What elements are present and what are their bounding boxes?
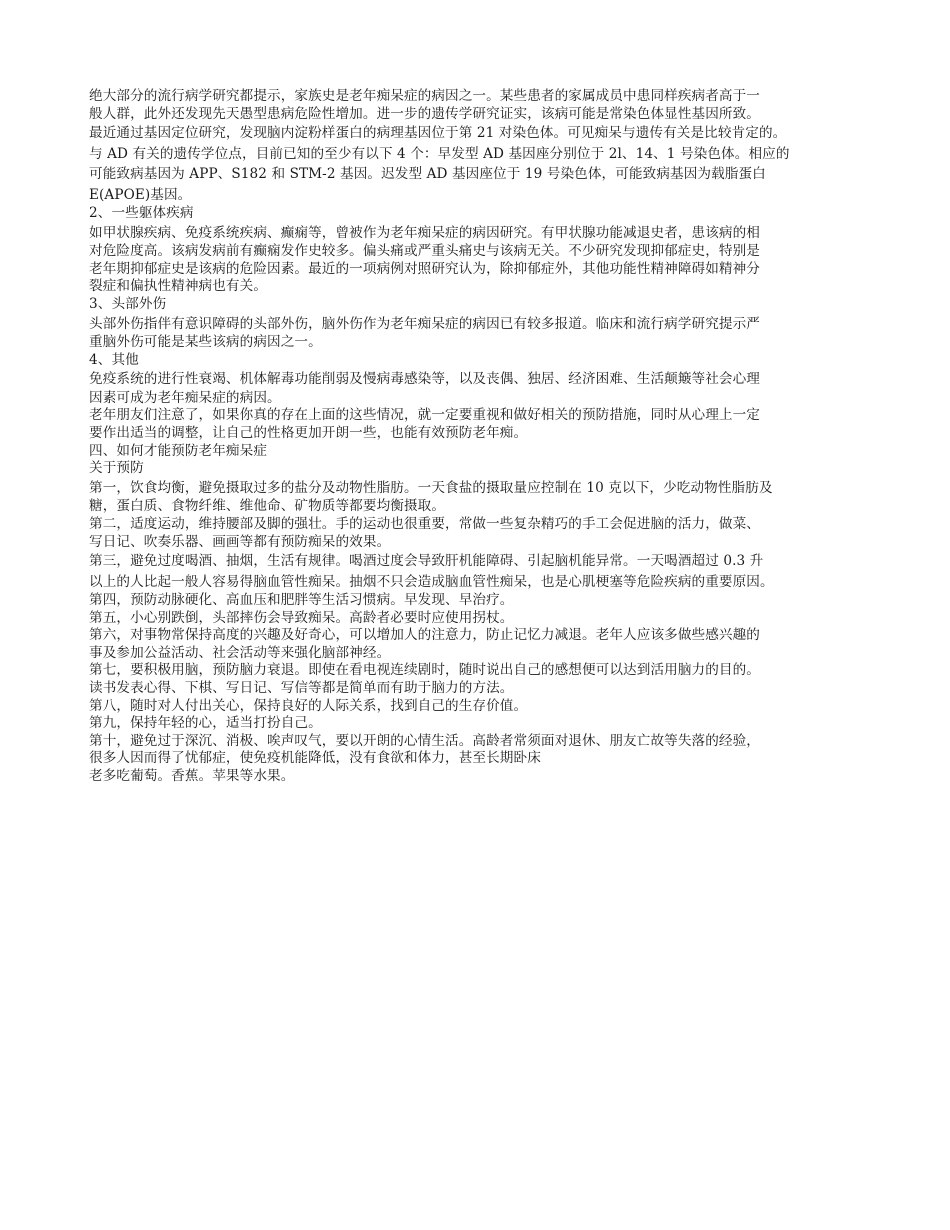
subsection-heading: 关于预防 <box>89 460 144 477</box>
text-line: 读书发表心得、下棋、写日记、写信等都是简单而有助于脑力的方法。 <box>89 680 514 697</box>
text-line: 要作出适当的调整，让自己的性格更加开朗一些，也能有效预防老年痴。 <box>89 425 528 442</box>
text-line: 事及参加公益活动、社会活动等来强化脑部神经。 <box>89 644 391 661</box>
text-line: 第七，要积极用脑，预防脑力衰退。即使在看电视连续剧时，随时说出自己的感想便可以达到活用脑力的目的。 <box>89 662 760 679</box>
text-line: 第一，饮食均衡，避免摄取过多的盐分及动物性脂肪。一天食盐的摄取量应控制在 10 克以下，少吃动物性脂肪及 <box>89 479 773 496</box>
text-line: 很多人因而得了忧郁症，使免疫机能降低，没有食欲和体力，甚至长期卧床 <box>89 750 541 767</box>
text-line: 因素可成为老年痴呆症的病因。 <box>89 389 281 406</box>
text-line: 最近通过基因定位研究，发现脑内淀粉样蛋白的病理基因位于第 21 对染色体。可见痴呆与遗传有关是比较肯定的。 <box>89 125 787 142</box>
text-line: 如甲状腺疾病、免疫系统疾病、癫痫等，曾被作为老年痴呆症的病因研究。有甲状腺功能减退史者，患该病的相 <box>89 224 760 241</box>
text-line: 写日记、吹奏乐器、画画等都有预防痴呆的效果。 <box>89 533 391 550</box>
text-line: 第六，对事物常保持高度的兴趣及好奇心，可以增加人的注意力，防止记忆力减退。老年人应该多做些感兴趣的 <box>89 627 760 644</box>
text-line: 第九，保持年轻的心，适当打扮自己。 <box>89 715 322 732</box>
text-line: 可能致病基因为 APP、S182 和 STM-2 基因。迟发型 AD 基因座位于 19 号染色体，可能致病基因为载脂蛋白 <box>89 166 766 183</box>
text-line: 第三，避免过度喝酒、抽烟，生活有规律。喝酒过度会导致肝机能障碍、引起脑机能异常。一天喝酒超过 0.3 升 <box>89 553 764 570</box>
text-line: 老年期抑郁症史是该病的危险因素。最近的一项病例对照研究认为，除抑郁症外，其他功能性精神障碍如精神分 <box>89 260 760 277</box>
text-line: E(APOE)基因。 <box>89 186 192 203</box>
text-line: 第五，小心别跌倒，头部摔伤会导致痴呆。高龄者必要时应使用拐杖。 <box>89 609 514 626</box>
text-line: 绝大部分的流行病学研究都提示，家族史是老年痴呆症的病因之一。某些患者的家属成员中患同样疾病者高于一 <box>89 88 760 104</box>
text-line: 老多吃葡萄。香蕉。苹果等水果。 <box>89 768 295 785</box>
section-heading: 四、如何才能预防老年痴呆症 <box>89 442 268 459</box>
text-line: 第八，随时对人付出关心，保持良好的人际关系，找到自己的生存价值。 <box>89 697 528 714</box>
text-line: 第十，避免过于深沉、消极、唉声叹气，要以开朗的心情生活。高龄者常须面对退休、朋友亡故等失落的经验， <box>89 732 760 749</box>
text-line: 重脑外伤可能是某些该病的病因之一。 <box>89 334 322 351</box>
text-line: 头部外伤指伴有意识障碍的头部外伤，脑外伤作为老年痴呆症的病因已有较多报道。临床和流行病学研究提示严 <box>89 315 760 332</box>
text-line: 与 AD 有关的遗传学位点，目前已知的至少有以下 4 个：早发型 AD 基因座分别位于 2l、14、1 号染色体。相应的 <box>89 145 790 162</box>
text-line: 以上的人比起一般人容易得脑血管性痴呆。抽烟不只会造成脑血管性痴呆，也是心肌梗塞等危险疾病的重要原因。 <box>89 573 774 590</box>
section-heading: 4、其他 <box>89 351 139 368</box>
document-body <box>89 88 879 786</box>
text-line: 第四，预防动脉硬化、高血压和肥胖等生活习惯病。早发现、早治疗。 <box>89 592 514 609</box>
text-line: 裂症和偏执性精神病也有关。 <box>89 278 268 295</box>
text-line: 般人群，此外还发现先天愚型患病危险性增加。进一步的遗传学研究证实，该病可能是常染色体显性基因所致。 <box>89 105 760 122</box>
text-line: 糖，蛋白质、食物纤维、维他命、矿物质等都要均衡摄取。 <box>89 498 446 515</box>
text-line: 免疫系统的进行性衰竭、机体解毒功能削弱及慢病毒感染等，以及丧偶、独居、经济困难、生活颠簸等社会心理 <box>89 371 760 388</box>
text-line: 第二，适度运动，维持腰部及脚的强壮。手的运动也很重要，常做一些复杂精巧的手工会促进脑的活力，做菜、 <box>89 515 760 532</box>
section-heading: 2、一些躯体疾病 <box>89 205 194 222</box>
section-heading: 3、头部外伤 <box>89 296 167 313</box>
text-line: 老年朋友们注意了，如果你真的存在上面的这些情况，就一定要重视和做好相关的预防措施，同时从心理上一定 <box>89 407 760 424</box>
text-line: 对危险度高。该病发病前有癫痫发作史较多。偏头痛或严重头痛史与该病无关。不少研究发现抑郁症史，特别是 <box>89 243 760 260</box>
